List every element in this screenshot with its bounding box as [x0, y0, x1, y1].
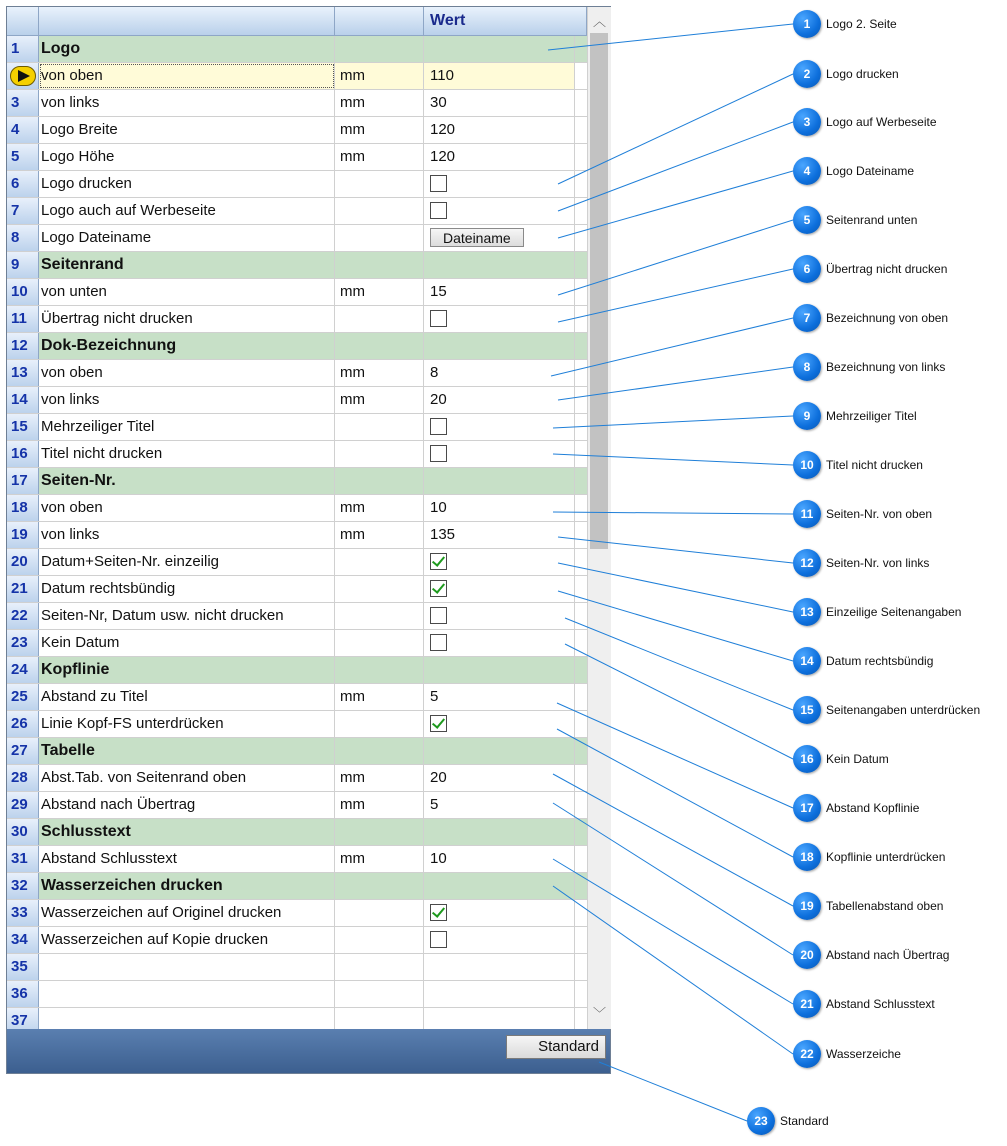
row-number: 5 [7, 144, 39, 170]
row-number: 29 [7, 792, 39, 818]
setting-unit: mm [335, 90, 424, 116]
setting-name: Mehrzeiliger Titel [39, 414, 335, 440]
callout-label: Wasserzeiche [826, 1047, 901, 1061]
callout-leader-line [553, 416, 793, 428]
setting-value[interactable]: 120 [424, 144, 575, 170]
row-number: 33 [7, 900, 39, 926]
callout-label: Abstand nach Übertrag [826, 948, 950, 962]
setting-unit: mm [335, 279, 424, 305]
callout-label: Titel nicht drucken [826, 458, 923, 472]
row-number: 34 [7, 927, 39, 953]
section-title: Kopflinie [39, 657, 335, 683]
row-number: 25 [7, 684, 39, 710]
row-number: 15 [7, 414, 39, 440]
row-number: 10 [7, 279, 39, 305]
setting-name: von unten [39, 279, 335, 305]
callout-label: Bezeichnung von links [826, 360, 946, 374]
setting-name: Logo Dateiname [39, 225, 335, 251]
setting-name: Titel nicht drucken [39, 441, 335, 467]
section-title: Dok-Bezeichnung [39, 333, 335, 359]
setting-unit: mm [335, 522, 424, 548]
callout-label: Übertrag nicht drucken [826, 262, 948, 276]
section-title: Logo [39, 36, 335, 62]
setting-value[interactable]: 135 [424, 522, 575, 548]
row-number: 8 [7, 225, 39, 251]
setting-value[interactable]: 15 [424, 279, 575, 305]
row-number: 3 [7, 90, 39, 116]
callout-label: Bezeichnung von oben [826, 311, 949, 325]
scroll-up-icon[interactable]: ︿ [592, 14, 606, 29]
row-number: 20 [7, 549, 39, 575]
setting-name: Seiten-Nr, Datum usw. nicht drucken [39, 603, 335, 629]
section-title: Wasserzeichen drucken [39, 873, 335, 899]
callout-leader-line [553, 454, 793, 465]
setting-name: Linie Kopf-FS unterdrücken [39, 711, 335, 737]
setting-name: Datum rechtsbündig [39, 576, 335, 602]
callout-label: Datum rechtsbündig [826, 654, 934, 668]
callout-leader-line [553, 512, 793, 514]
callout-label: Logo 2. Seite [826, 17, 897, 31]
callout-leader-line [558, 74, 793, 184]
callout-number-badge: 11 [793, 500, 821, 528]
callout-label: Standard [780, 1114, 829, 1128]
row-number: 32 [7, 873, 39, 899]
callout-number-badge: 14 [793, 647, 821, 675]
callout-leader-line [558, 563, 793, 612]
setting-name: von links [39, 387, 335, 413]
callout-leader-line [565, 618, 793, 710]
callout-leader-line [551, 318, 793, 376]
callout-label: Kein Datum [826, 752, 889, 766]
setting-name: Abstand nach Übertrag [39, 792, 335, 818]
setting-value[interactable]: 10 [424, 846, 575, 872]
setting-value[interactable]: 10 [424, 495, 575, 521]
setting-name: Abstand zu Titel [39, 684, 335, 710]
row-number: 22 [7, 603, 39, 629]
setting-unit: mm [335, 144, 424, 170]
callout-label: Mehrzeiliger Titel [826, 409, 917, 423]
setting-unit: mm [335, 684, 424, 710]
callout-label: Seiten-Nr. von links [826, 556, 930, 570]
row-number: 36 [7, 981, 39, 1007]
setting-name: Abst.Tab. von Seitenrand oben [39, 765, 335, 791]
row-number: 19 [7, 522, 39, 548]
callout-leader-line [558, 367, 793, 400]
setting-value[interactable]: 8 [424, 360, 575, 386]
scroll-down-icon[interactable]: ﹀ [592, 1006, 606, 1021]
callout-number-badge: 16 [793, 745, 821, 773]
callout-label: Seiten-Nr. von oben [826, 507, 933, 521]
row-number: 21 [7, 576, 39, 602]
callout-label: Seitenangaben unterdrücken [826, 703, 981, 717]
row-number: 4 [7, 117, 39, 143]
callout-number-badge: 5 [793, 206, 821, 234]
setting-unit: mm [335, 117, 424, 143]
setting-name: Kein Datum [39, 630, 335, 656]
callout-leader-line [599, 1062, 747, 1121]
section-title: Tabelle [39, 738, 335, 764]
row-number: 17 [7, 468, 39, 494]
section-title: Seiten-Nr. [39, 468, 335, 494]
callout-number-badge: 22 [793, 1040, 821, 1068]
callout-leader-line [558, 220, 793, 295]
setting-name: Wasserzeichen auf Originel drucken [39, 900, 335, 926]
callout-number-badge: 4 [793, 157, 821, 185]
row-number: 7 [7, 198, 39, 224]
setting-value[interactable]: 30 [424, 90, 575, 116]
callout-leader-line [557, 703, 793, 808]
setting-unit: mm [335, 63, 424, 89]
row-number: 9 [7, 252, 39, 278]
callout-leader-line [558, 591, 793, 661]
row-number: 14 [7, 387, 39, 413]
setting-unit: mm [335, 846, 424, 872]
callout-leader-line [565, 644, 793, 759]
row-number: 18 [7, 495, 39, 521]
callout-leader-line [553, 803, 793, 955]
setting-name: Wasserzeichen auf Kopie drucken [39, 927, 335, 953]
callout-number-badge: 15 [793, 696, 821, 724]
callout-number-badge: 8 [793, 353, 821, 381]
callout-number-badge: 6 [793, 255, 821, 283]
row-number: 13 [7, 360, 39, 386]
callout-leader-line [558, 269, 793, 322]
callout-number-badge: 17 [793, 794, 821, 822]
row-number: 11 [7, 306, 39, 332]
callout-label: Abstand Kopflinie [826, 801, 920, 815]
callout-label: Logo auf Werbeseite [826, 115, 937, 129]
setting-name: Logo drucken [39, 171, 335, 197]
row-number: 31 [7, 846, 39, 872]
callout-number-badge: 9 [793, 402, 821, 430]
callout-label: Einzeilige Seitenangaben [826, 605, 962, 619]
callout-leader-line [548, 24, 793, 50]
setting-name: Logo Breite [39, 117, 335, 143]
callout-number-badge: 7 [793, 304, 821, 332]
setting-name: Übertrag nicht drucken [39, 306, 335, 332]
setting-value[interactable]: 5 [424, 792, 575, 818]
standard-button[interactable]: Standard [506, 1035, 606, 1059]
callout-number-badge: 18 [793, 843, 821, 871]
setting-value[interactable]: 120 [424, 117, 575, 143]
setting-name: von oben [39, 495, 335, 521]
setting-value[interactable]: 110 [424, 63, 575, 89]
callout-leader-line [558, 171, 793, 238]
callout-number-badge: 12 [793, 549, 821, 577]
setting-unit: mm [335, 765, 424, 791]
callout-number-badge: 10 [793, 451, 821, 479]
row-number: 6 [7, 171, 39, 197]
callout-leader-line [558, 537, 793, 563]
callout-number-badge: 3 [793, 108, 821, 136]
callout-leader-line [557, 729, 793, 857]
callout-label: Tabellenabstand oben [826, 899, 944, 913]
callout-number-badge: 20 [793, 941, 821, 969]
callout-label: Seitenrand unten [826, 213, 918, 227]
setting-name: Abstand Schlusstext [39, 846, 335, 872]
callout-number-badge: 23 [747, 1107, 775, 1135]
row-number: 26 [7, 711, 39, 737]
callout-number-badge: 13 [793, 598, 821, 626]
row-number: 27 [7, 738, 39, 764]
row-number: 12 [7, 333, 39, 359]
row-number: 24 [7, 657, 39, 683]
row-number: 1 [7, 36, 39, 62]
callout-leader-line [553, 886, 793, 1054]
section-title: Seitenrand [39, 252, 335, 278]
setting-unit: mm [335, 792, 424, 818]
setting-unit: mm [335, 495, 424, 521]
callout-label: Abstand Schlusstext [826, 997, 935, 1011]
callout-leader-line [553, 774, 793, 906]
setting-name: Logo Höhe [39, 144, 335, 170]
setting-name: von oben [39, 360, 335, 386]
value-column-header[interactable]: Wert [424, 7, 587, 36]
setting-value[interactable]: 20 [424, 765, 575, 791]
row-number: 30 [7, 819, 39, 845]
setting-name: von links [39, 522, 335, 548]
setting-value[interactable]: 20 [424, 387, 575, 413]
row-number: 23 [7, 630, 39, 656]
callout-label: Logo drucken [826, 67, 899, 81]
row-number: 35 [7, 954, 39, 980]
setting-name: von links [39, 90, 335, 116]
row-number: 28 [7, 765, 39, 791]
setting-value[interactable]: 5 [424, 684, 575, 710]
callout-label: Kopflinie unterdrücken [826, 850, 946, 864]
choose-filename-button[interactable]: Dateiname [430, 228, 524, 247]
section-title: Schlusstext [39, 819, 335, 845]
callout-number-badge: 21 [793, 990, 821, 1018]
callout-number-badge: 1 [793, 10, 821, 38]
setting-unit: mm [335, 360, 424, 386]
callout-number-badge: 2 [793, 60, 821, 88]
row-number: 37 [7, 1008, 39, 1029]
setting-name: von oben [39, 63, 335, 89]
setting-name: Logo auch auf Werbeseite [39, 198, 335, 224]
callout-number-badge: 19 [793, 892, 821, 920]
callout-leader-line [553, 859, 793, 1004]
callout-leader-line [558, 122, 793, 211]
setting-unit: mm [335, 387, 424, 413]
row-number: 16 [7, 441, 39, 467]
callout-label: Logo Dateiname [826, 164, 915, 178]
setting-name: Datum+Seiten-Nr. einzeilig [39, 549, 335, 575]
